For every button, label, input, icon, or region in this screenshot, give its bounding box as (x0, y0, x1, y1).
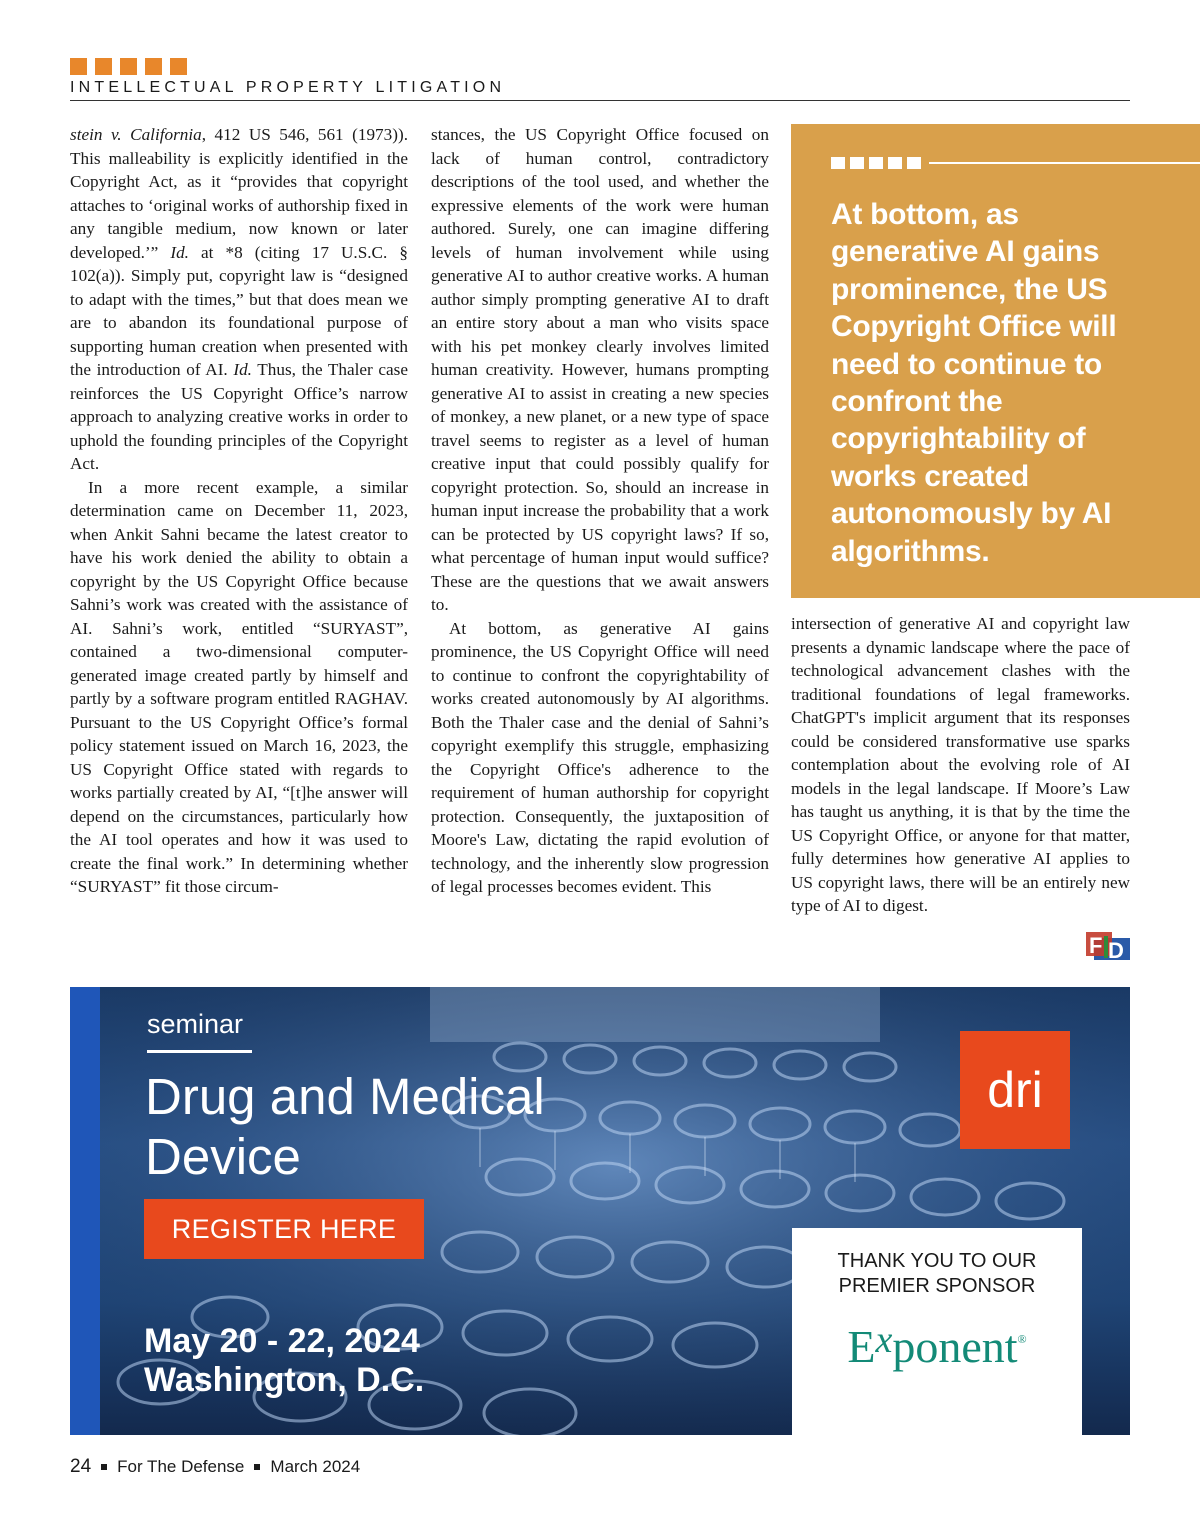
sponsor-heading (792, 1249, 1082, 1299)
paragraph: stances, the US Copyright Office focused on lack of human control, contradictory descriptions of the tool used, and whether the expressive elements of the work were human authored. Surely, one can imagine differing levels of human involvement while using generative AI to author creative works. A human author simply prompting generative AI to draft an entire story about a man who visits space with his pet monkey clearly involves limited human creativity. However, humans prompting generative AI to assist in creating a new species of monkey, a new planet, or a new type of space travel seems to register as a level of human creative input that could possibly qualify for copyright protection. So, should an increase in human input increase the probability that a work can be protected by US copyright laws? If so, what percentage of human input would suffice? These are the questions that we await answers to. (431, 125, 769, 614)
logo-part: ponent (892, 1321, 1018, 1372)
paragraph: At bottom, as generative AI gains prominence, the US Copyright Office will need to continue to confront the copyrightability of works created autonomously by AI algorithms. Both the Thaler case and the denial of Sahni’s copyright exemplify this struggle, emphasizing the Copyright Office's adherence to the requirement of human authorship for copyright protection. Consequently, the juxtaposition of Moore's Law, dictating the rapid evolution of technology, and the inherently slow progression of legal processes becomes evident. This (431, 618, 769, 896)
pull-quote-text: At bottom, as generative AI gains prominence, the US Copyright Office will need to continue to confront the copyrightability of works created autonomously by AI algorithms. (831, 198, 1117, 568)
issue-date: March 2024 (270, 1457, 361, 1476)
svg-text:F: F (1089, 933, 1103, 958)
paragraph (70, 123, 408, 476)
seminar-date-location (144, 1322, 624, 1400)
ftd-end-mark-icon (1086, 932, 1132, 960)
sponsor-heading-line: THANK YOU TO OUR (837, 1250, 1037, 1272)
svg-text:D: D (1108, 938, 1124, 960)
dri-logo: dri (960, 1031, 1070, 1149)
header-rule (70, 100, 1130, 101)
pull-quote-rule (929, 162, 1200, 164)
article-column-2 (431, 123, 769, 899)
logo-part: x (875, 1319, 893, 1361)
seminar-label: seminar (147, 1009, 244, 1039)
registered-mark: ® (1017, 1332, 1027, 1346)
paragraph: intersection of generative AI and copyright law presents a dynamic landscape where the pace of technological advancement clashes with the traditional foundations of legal frameworks. ChatGPT's implicit argument that its responses could be considered transformative use sparks contemplation about the evolving role of AI models in the legal landscape. If Moore’s Law has taught us anything, it is that by the time the US Copyright Office, or anyone for that matter, fully determines how generative AI applies to US copyright laws, there will be an entirely new type of AI to digest. (791, 614, 1130, 915)
pull-quote-accent-squares (831, 157, 921, 169)
article-column-1 (70, 123, 408, 899)
section-label: INTELLECTUAL PROPERTY LITIGATION (70, 79, 506, 96)
case-citation: stein v. California (70, 125, 202, 144)
seminar-location: Washington, D.C. (144, 1361, 425, 1399)
pull-quote-box (791, 124, 1200, 598)
publication-name: For The Defense (117, 1457, 245, 1476)
paragraph: In a more recent example, a similar determination came on December 11, 2023, when Ankit Sahni became the latest creator to have his work denied the ability to obtain a copyright by the US Copyright Office because Sahni’s work was created with the assistance of AI. Sahni’s work, entitled “SURYAST”, contained a two-dimensional computer-generated image created partly by himself and partly by a software program entitled RAGHAV. Pursuant to the US Copyright Office’s formal policy statement issued on March 16, 2023, the US Copyright Office stated with regards to works partially created by AI, “[t]he answer will depend on the circumstances, particularly how the AI tool operates and how it was used to create the final work.” In determining whether “SURYAST” fit those circum- (70, 477, 408, 896)
id-citation: Id. (170, 242, 189, 262)
footer-separator (101, 1464, 107, 1470)
footer-separator (254, 1464, 260, 1470)
seminar-rule (147, 1050, 252, 1053)
article-column-3 (791, 612, 1130, 918)
text-run: , 412 US 546, 561 (1973)). This malleability is explicitly identified in the Copyright Act, as it “provides that copyright attaches to ‘original works of authorship fixed in any tangible medium, now known or later developed.’” (70, 125, 408, 262)
page-number: 24 (70, 1456, 92, 1477)
sponsor-box (792, 1228, 1082, 1435)
text-run: at *8 (citing 17 U.S.C. § 102(a)). Simply put, copyright law is “designed to adapt with the times,” but that does mean we are to abandon its foundational purpose of supporting human creation when presented with the introduction of AI. (70, 242, 408, 379)
exponent-logo (792, 1320, 1082, 1373)
header-accent-squares (70, 58, 187, 75)
sponsor-heading-line: PREMIER SPONSOR (838, 1275, 1036, 1297)
seminar-title: Drug and Medical Device (145, 1068, 545, 1185)
register-here-button[interactable]: REGISTER HERE (144, 1199, 424, 1259)
seminar-dates: May 20 - 22, 2024 (144, 1322, 420, 1360)
id-citation: Id. (233, 360, 252, 379)
seminar-advertisement[interactable] (70, 987, 1130, 1435)
logo-part: E (847, 1321, 876, 1372)
text-run: Thus, the Thaler case reinforces the US Copyright Office’s narrow approach to analyzing creative works in order to uphold the founding principles of the Copyright Act. (70, 360, 408, 473)
page-footer (70, 1456, 360, 1478)
ad-accent-stripe (70, 987, 100, 1435)
